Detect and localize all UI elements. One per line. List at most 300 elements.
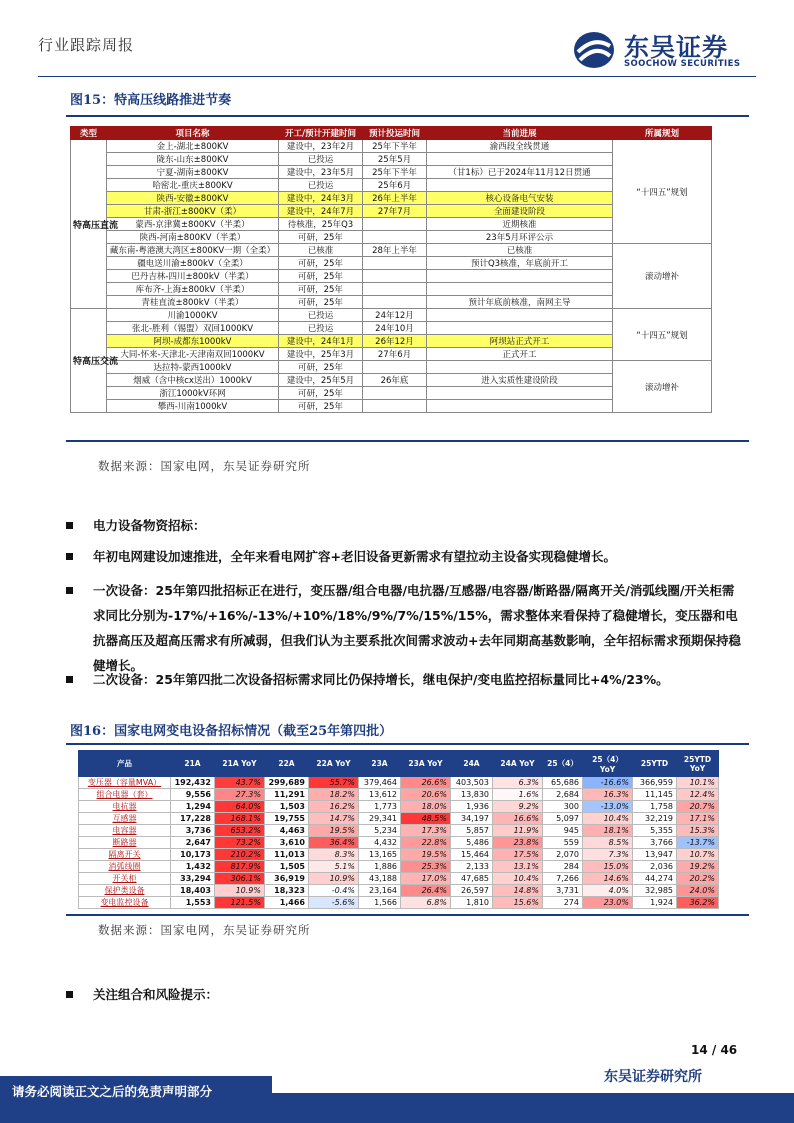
table-row — [79, 861, 719, 873]
table-cell — [427, 283, 613, 296]
table-cell: 疆电送川渝±800kV（全柔） — [107, 257, 279, 270]
value-cell: 300 — [543, 801, 583, 813]
column-header: 预计投运时间 — [363, 127, 427, 140]
yoy-cell: -0.4% — [309, 885, 359, 897]
value-cell: 5,486 — [451, 837, 493, 849]
yoy-cell: 25.3% — [401, 861, 451, 873]
value-cell: 1,758 — [633, 801, 677, 813]
value-cell: 3,766 — [633, 837, 677, 849]
table-row — [71, 244, 712, 257]
yoy-cell: -13.7% — [677, 837, 719, 849]
table-cell: 可研，25年 — [279, 387, 363, 400]
yoy-cell: 4.0% — [583, 885, 633, 897]
table-cell — [363, 270, 427, 283]
yoy-cell: 18.0% — [401, 801, 451, 813]
type-cell: 特高压直流 — [71, 140, 107, 309]
figure-15-rule — [66, 115, 749, 117]
bullet-text: 关注组合和风险提示： — [93, 987, 219, 1002]
value-cell: 2,684 — [543, 789, 583, 801]
table-cell: 建设中，23年2月 — [279, 140, 363, 153]
yoy-cell: 7.3% — [583, 849, 633, 861]
table-cell: 26年底 — [363, 374, 427, 387]
value-cell: 299,689 — [265, 777, 309, 789]
bullet-portfolio-risk — [66, 982, 746, 1007]
yoy-cell: -5.6% — [309, 897, 359, 909]
product-name: 隔离开关 — [79, 849, 171, 861]
yoy-cell: 17.5% — [493, 849, 543, 861]
column-header: 25YTD — [633, 751, 677, 777]
bullet-marker — [66, 587, 73, 594]
bullet-text: 年初电网建设加速推进，全年来看电网扩容+老旧设备更新需求有望拉动主设备实现稳健增长。 — [93, 549, 616, 564]
value-cell: 19,755 — [265, 813, 309, 825]
equipment-tender-table — [78, 750, 719, 909]
yoy-cell: 11.9% — [493, 825, 543, 837]
page-number: 14 / 46 — [691, 1043, 738, 1057]
value-cell: 29,341 — [359, 813, 401, 825]
figure-15-bottom-rule — [66, 440, 749, 442]
table-cell: 可研，25年 — [279, 400, 363, 413]
value-cell: 284 — [543, 861, 583, 873]
product-name: 组合电器（套） — [79, 789, 171, 801]
yoy-cell: 24.0% — [677, 885, 719, 897]
table-cell: 25年5月 — [363, 153, 427, 166]
yoy-cell: 653.2% — [215, 825, 265, 837]
yoy-cell: 20.2% — [677, 873, 719, 885]
uhv-projects-table — [70, 126, 712, 413]
figure-16-bottom-rule — [66, 914, 749, 916]
yoy-cell: -13.0% — [583, 801, 633, 813]
table-cell: 23年5月环评公示 — [427, 231, 613, 244]
yoy-cell: 10.9% — [309, 873, 359, 885]
header-divider — [38, 76, 756, 77]
column-header: 25（4） YoY — [583, 751, 633, 777]
table-cell: 25年下半年 — [363, 166, 427, 179]
yoy-cell: 9.2% — [493, 801, 543, 813]
table-cell: 金上-湖北±800KV — [107, 140, 279, 153]
yoy-cell: 10.9% — [215, 885, 265, 897]
table-cell: 库布齐-上海±800kV（半柔） — [107, 283, 279, 296]
yoy-cell: 17.0% — [401, 873, 451, 885]
value-cell: 65,686 — [543, 777, 583, 789]
table-cell: 可研，25年 — [279, 361, 363, 374]
figure-16-rule — [66, 743, 749, 745]
figure-15-title: 图15：特高压线路推进节奏 — [70, 93, 232, 108]
table-cell — [363, 283, 427, 296]
table-cell: 27年6月 — [363, 348, 427, 361]
plan-cell: “十四五”规划 — [613, 140, 712, 244]
bullet-marker — [66, 676, 73, 683]
value-cell: 1,566 — [359, 897, 401, 909]
footer-institute: 东吴证券研究所 — [604, 1069, 702, 1085]
table-row — [79, 801, 719, 813]
yoy-cell: 12.4% — [677, 789, 719, 801]
value-cell: 945 — [543, 825, 583, 837]
value-cell: 1,553 — [171, 897, 215, 909]
table-cell — [427, 179, 613, 192]
yoy-cell: 26.6% — [401, 777, 451, 789]
yoy-cell: 23.8% — [493, 837, 543, 849]
yoy-cell: 20.7% — [677, 801, 719, 813]
value-cell: 2,036 — [633, 861, 677, 873]
table-cell: 建设中，23年5月 — [279, 166, 363, 179]
value-cell: 1,466 — [265, 897, 309, 909]
bullet-primary-equipment — [66, 578, 746, 678]
yoy-cell: 23.0% — [583, 897, 633, 909]
value-cell: 9,556 — [171, 789, 215, 801]
figure-15-source: 数据来源：国家电网，东吴证券研究所 — [98, 459, 311, 473]
table-row — [79, 825, 719, 837]
value-cell: 11,013 — [265, 849, 309, 861]
value-cell: 13,947 — [633, 849, 677, 861]
table-cell — [427, 270, 613, 283]
value-cell: 1,505 — [265, 861, 309, 873]
yoy-cell: 6.3% — [493, 777, 543, 789]
yoy-cell: 1.6% — [493, 789, 543, 801]
logo-text-cn: 东吴证券 — [624, 33, 729, 62]
yoy-cell: 10.7% — [677, 849, 719, 861]
bullet-grid-construction — [66, 544, 746, 569]
yoy-cell: 13.1% — [493, 861, 543, 873]
column-header: 22A — [265, 751, 309, 777]
table-cell — [427, 153, 613, 166]
column-header: 开工/预计开建时间 — [279, 127, 363, 140]
value-cell: 34,197 — [451, 813, 493, 825]
product-name: 保护类设备 — [79, 885, 171, 897]
yoy-cell: 817.9% — [215, 861, 265, 873]
yoy-cell: 64.0% — [215, 801, 265, 813]
column-header: 21A YoY — [215, 751, 265, 777]
yoy-cell: 306.1% — [215, 873, 265, 885]
bullet-secondary-equipment — [66, 667, 746, 692]
table-cell: 可研，25年 — [279, 257, 363, 270]
table-cell: 建设中，24年7月 — [279, 205, 363, 218]
yoy-cell: 36.2% — [677, 897, 719, 909]
yoy-cell: 210.2% — [215, 849, 265, 861]
yoy-cell: 26.4% — [401, 885, 451, 897]
table-cell: 已核准 — [427, 244, 613, 257]
yoy-cell: 73.2% — [215, 837, 265, 849]
value-cell: 1,294 — [171, 801, 215, 813]
yoy-cell: 5.1% — [309, 861, 359, 873]
column-header: 产品 — [79, 751, 171, 777]
value-cell: 5,857 — [451, 825, 493, 837]
product-name: 开关柜 — [79, 873, 171, 885]
table-cell: 张北-胜利（锡盟）双回1000KV — [107, 322, 279, 335]
bullet-marker — [66, 553, 73, 560]
yoy-cell: 19.5% — [401, 849, 451, 861]
value-cell: 33,294 — [171, 873, 215, 885]
yoy-cell: 55.7% — [309, 777, 359, 789]
value-cell: 43,188 — [359, 873, 401, 885]
table-cell: 核心设备电气安装 — [427, 192, 613, 205]
header-section-label: 行业跟踪周报 — [38, 36, 135, 54]
bullet-marker — [66, 522, 73, 529]
table-cell: 预计年底前核准，南网主导 — [427, 296, 613, 309]
table-cell: 已投运 — [279, 179, 363, 192]
table-cell: 大同-怀来-天津北-天津南双回1000KV — [107, 348, 279, 361]
table-row — [79, 885, 719, 897]
value-cell: 15,464 — [451, 849, 493, 861]
column-header: 类型 — [71, 127, 107, 140]
column-header: 24A — [451, 751, 493, 777]
value-cell: 1,886 — [359, 861, 401, 873]
table-cell — [427, 400, 613, 413]
table-cell: 藏东南-粤港澳大湾区±800KV一期（全柔） — [107, 244, 279, 257]
table-cell — [427, 387, 613, 400]
value-cell: 32,985 — [633, 885, 677, 897]
table-cell: 待核准，25年Q3 — [279, 218, 363, 231]
yoy-cell: 14.6% — [583, 873, 633, 885]
value-cell: 1,773 — [359, 801, 401, 813]
value-cell: 274 — [543, 897, 583, 909]
table-cell: 川渝1000KV — [107, 309, 279, 322]
table-cell: 已投运 — [279, 153, 363, 166]
table-cell — [427, 322, 613, 335]
logo-mark-icon — [572, 30, 616, 70]
table-cell: 青桂直流±800kV（半柔） — [107, 296, 279, 309]
value-cell: 10,173 — [171, 849, 215, 861]
value-cell: 11,291 — [265, 789, 309, 801]
value-cell: 5,234 — [359, 825, 401, 837]
table-cell: 浙江1000kV环网 — [107, 387, 279, 400]
value-cell: 13,165 — [359, 849, 401, 861]
table-row — [71, 140, 712, 153]
table-cell: 28年上半年 — [363, 244, 427, 257]
table-cell: 可研，25年 — [279, 283, 363, 296]
table-cell — [363, 296, 427, 309]
value-cell: 1,810 — [451, 897, 493, 909]
value-cell: 44,274 — [633, 873, 677, 885]
value-cell: 1,924 — [633, 897, 677, 909]
table-cell: 已核准 — [279, 244, 363, 257]
table-cell: 烟威（含中核cx送出）1000kV — [107, 374, 279, 387]
value-cell: 366,959 — [633, 777, 677, 789]
table-cell: 蒙西-京津冀±800KV（半柔） — [107, 218, 279, 231]
table-cell: 阿坝-成都东1000kV — [107, 335, 279, 348]
product-name: 电抗器 — [79, 801, 171, 813]
value-cell: 13,830 — [451, 789, 493, 801]
table-row — [79, 813, 719, 825]
bullet-text: 一次设备：25年第四批招标正在进行，变压器/组合电器/电抗器/互感器/电容器/断路器/隔离开关/消弧线圈/开关柜需求同比分别为-17%/+16%/-13%/+10%/18%/9%/7%/15%/15%，需求整体来看保持了稳健增长，变压器和电抗器高压及超高压需求有所减弱，但我们认为主要系批次间需求波动+去年同期高基数影响，全年招标需求预期保持稳健增长。 — [93, 583, 741, 673]
table-cell: 渝西段全线贯通 — [427, 140, 613, 153]
yoy-cell: 121.5% — [215, 897, 265, 909]
table-cell: 预计Q3核准，年底前开工 — [427, 257, 613, 270]
yoy-cell: 6.8% — [401, 897, 451, 909]
table-cell: 24年10月 — [363, 322, 427, 335]
table-cell — [363, 400, 427, 413]
table-cell: 全面建设阶段 — [427, 205, 613, 218]
table-cell: 24年12月 — [363, 309, 427, 322]
column-header: 22A YoY — [309, 751, 359, 777]
value-cell: 7,266 — [543, 873, 583, 885]
column-header: 当前进展 — [427, 127, 613, 140]
bullet-text: 二次设备：25年第四批二次设备招标需求同比仍保持增长，继电保护/变电监控招标量同比+4%/23%。 — [93, 672, 669, 687]
table-cell: 巴丹吉林-四川±800kV（半柔） — [107, 270, 279, 283]
table-cell: 建设中，25年5月 — [279, 374, 363, 387]
table-cell: 27年7月 — [363, 205, 427, 218]
product-name: 断路器 — [79, 837, 171, 849]
yoy-cell: 14.7% — [309, 813, 359, 825]
value-cell: 5,355 — [633, 825, 677, 837]
table-cell — [363, 387, 427, 400]
yoy-cell: 15.0% — [583, 861, 633, 873]
yoy-cell: 43.7% — [215, 777, 265, 789]
table-cell: 近期核准 — [427, 218, 613, 231]
bullet-marker — [66, 991, 73, 998]
table-cell: 可研，25年 — [279, 270, 363, 283]
yoy-cell: 27.3% — [215, 789, 265, 801]
yoy-cell: 19.5% — [309, 825, 359, 837]
yoy-cell: 17.1% — [677, 813, 719, 825]
table-cell: 陇东-山东±800KV — [107, 153, 279, 166]
yoy-cell: 17.3% — [401, 825, 451, 837]
table-cell — [427, 361, 613, 374]
table-cell: 哈密北-重庆±800KV — [107, 179, 279, 192]
value-cell: 32,219 — [633, 813, 677, 825]
value-cell: 2,070 — [543, 849, 583, 861]
table-cell: 26年上半年 — [363, 192, 427, 205]
table-cell: 阿坝站正式开工 — [427, 335, 613, 348]
table-cell: 可研，25年 — [279, 231, 363, 244]
value-cell: 5,097 — [543, 813, 583, 825]
figure-16-source: 数据来源：国家电网，东吴证券研究所 — [98, 923, 311, 937]
column-header: 25YTD YoY — [677, 751, 719, 777]
table-row — [79, 837, 719, 849]
value-cell: 1,503 — [265, 801, 309, 813]
value-cell: 1,432 — [171, 861, 215, 873]
yoy-cell: 16.2% — [309, 801, 359, 813]
table-cell: 已投运 — [279, 309, 363, 322]
yoy-cell: 10.1% — [677, 777, 719, 789]
column-header: 23A — [359, 751, 401, 777]
value-cell: 403,503 — [451, 777, 493, 789]
value-cell: 3,731 — [543, 885, 583, 897]
yoy-cell: 18.1% — [583, 825, 633, 837]
table-row — [79, 789, 719, 801]
value-cell: 18,323 — [265, 885, 309, 897]
table-cell: 25年6月 — [363, 179, 427, 192]
table-cell: 达拉特-蒙西1000kV — [107, 361, 279, 374]
value-cell: 36,919 — [265, 873, 309, 885]
yoy-cell: 16.6% — [493, 813, 543, 825]
table-cell — [427, 309, 613, 322]
value-cell: 4,432 — [359, 837, 401, 849]
yoy-cell: 36.4% — [309, 837, 359, 849]
yoy-cell: 15.6% — [493, 897, 543, 909]
plan-cell: 滚动增补 — [613, 244, 712, 309]
value-cell: 18,403 — [171, 885, 215, 897]
table-cell — [363, 257, 427, 270]
type-cell: 特高压交流 — [71, 309, 107, 413]
value-cell: 192,432 — [171, 777, 215, 789]
plan-cell: “十四五”规划 — [613, 309, 712, 361]
yoy-cell: 8.5% — [583, 837, 633, 849]
column-header: 21A — [171, 751, 215, 777]
value-cell: 11,145 — [633, 789, 677, 801]
yoy-cell: 14.8% — [493, 885, 543, 897]
product-name: 互感器 — [79, 813, 171, 825]
value-cell: 26,597 — [451, 885, 493, 897]
table-cell: 宁夏-湖南±800KV — [107, 166, 279, 179]
yoy-cell: 8.3% — [309, 849, 359, 861]
company-logo — [572, 30, 752, 72]
value-cell: 23,164 — [359, 885, 401, 897]
bullet-text: 电力设备物资招标： — [93, 518, 206, 533]
table-cell: （甘1标）已于2024年11月12日贯通 — [427, 166, 613, 179]
footer-disclaimer: 请务必阅读正文之后的免责声明部分 — [0, 1076, 272, 1103]
yoy-cell: 48.5% — [401, 813, 451, 825]
table-cell: 建设中，25年3月 — [279, 348, 363, 361]
table-row — [79, 849, 719, 861]
table-cell — [363, 218, 427, 231]
yoy-cell: 22.8% — [401, 837, 451, 849]
yoy-cell: 168.1% — [215, 813, 265, 825]
value-cell: 47,685 — [451, 873, 493, 885]
product-name: 变电监控设备 — [79, 897, 171, 909]
yoy-cell: 16.3% — [583, 789, 633, 801]
plan-cell: 滚动增补 — [613, 361, 712, 413]
table-cell: 建设中，24年3月 — [279, 192, 363, 205]
table-cell: 26年12月 — [363, 335, 427, 348]
yoy-cell: 18.2% — [309, 789, 359, 801]
value-cell: 559 — [543, 837, 583, 849]
table-cell: 甘肃-浙江±800KV（柔） — [107, 205, 279, 218]
figure-16-title: 图16：国家电网变电设备招标情况（截至25年第四批） — [70, 724, 393, 739]
yoy-cell: 19.2% — [677, 861, 719, 873]
yoy-cell: 10.4% — [583, 813, 633, 825]
table-row — [79, 897, 719, 909]
table-cell — [363, 361, 427, 374]
value-cell: 3,736 — [171, 825, 215, 837]
table-cell: 进入实质性建设阶段 — [427, 374, 613, 387]
bullet-procurement — [66, 513, 746, 538]
table-cell — [363, 231, 427, 244]
value-cell: 13,612 — [359, 789, 401, 801]
yoy-cell: -16.6% — [583, 777, 633, 789]
column-header: 所属规划 — [613, 127, 712, 140]
table-cell: 陕西-安徽±800KV — [107, 192, 279, 205]
table-row — [79, 873, 719, 885]
column-header: 项目名称 — [107, 127, 279, 140]
column-header: 24A YoY — [493, 751, 543, 777]
product-name: 电容器 — [79, 825, 171, 837]
table-cell: 25年下半年 — [363, 140, 427, 153]
table-cell: 建设中，24年1月 — [279, 335, 363, 348]
column-header: 25（4） — [543, 751, 583, 777]
table-row — [79, 777, 719, 789]
table-cell: 陕西-河南±800KV（半柔） — [107, 231, 279, 244]
value-cell: 2,647 — [171, 837, 215, 849]
yoy-cell: 10.4% — [493, 873, 543, 885]
table-row — [71, 361, 712, 374]
column-header: 23A YoY — [401, 751, 451, 777]
value-cell: 2,133 — [451, 861, 493, 873]
yoy-cell: 15.3% — [677, 825, 719, 837]
table-cell: 可研，25年 — [279, 296, 363, 309]
product-name: 变压器（容量MVA） — [79, 777, 171, 789]
table-cell: 攀西-川南1000kV — [107, 400, 279, 413]
table-cell: 已投运 — [279, 322, 363, 335]
value-cell: 3,610 — [265, 837, 309, 849]
yoy-cell: 20.6% — [401, 789, 451, 801]
product-name: 消弧线圈 — [79, 861, 171, 873]
value-cell: 379,464 — [359, 777, 401, 789]
value-cell: 1,936 — [451, 801, 493, 813]
table-cell: 正式开工 — [427, 348, 613, 361]
logo-text-en: SOOCHOW SECURITIES — [624, 59, 741, 69]
value-cell: 17,228 — [171, 813, 215, 825]
table-row — [71, 309, 712, 322]
